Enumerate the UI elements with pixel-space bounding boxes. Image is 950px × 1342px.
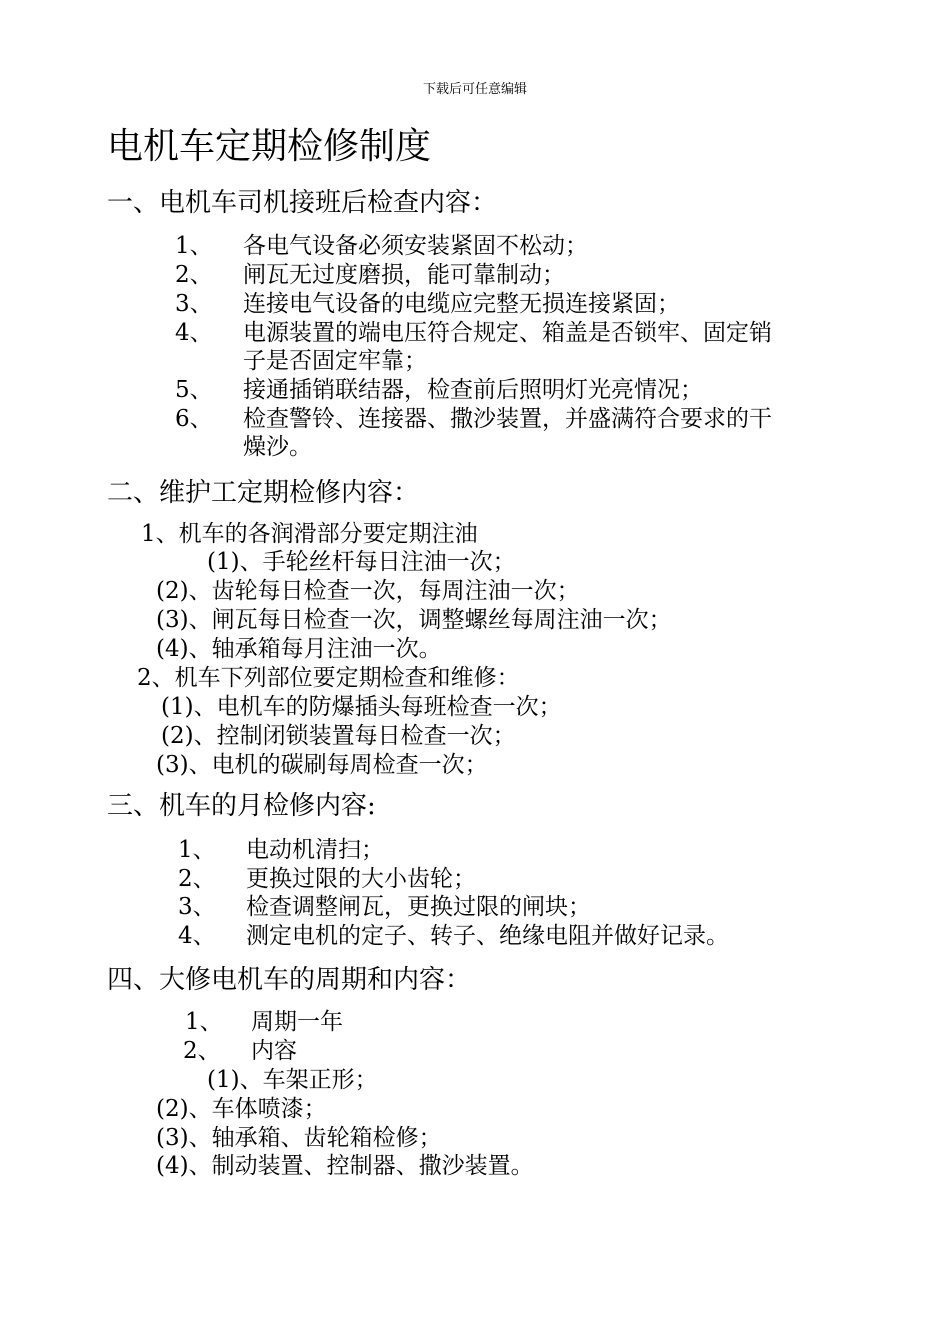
s1-item-6-text-line-2: 燥沙。 <box>243 434 312 460</box>
s4-line-2: (2)、车体喷漆； <box>156 1096 327 1122</box>
s4-item-1-text: 周期一年 <box>251 1009 343 1035</box>
s1-item-5-number: 5、 <box>175 377 213 403</box>
s4-line-3: (3)、轴承箱、齿轮箱检修； <box>156 1125 442 1151</box>
s3-item-4-text: 测定电机的定子、转子、绝缘电阻并做好记录。 <box>246 923 729 949</box>
section-4-heading: 四、大修电机车的周期和内容： <box>107 965 472 995</box>
s3-item-3-text: 检查调整闸瓦，更换过限的闸块； <box>246 894 591 920</box>
s4-item-2-number: 2、 <box>183 1038 221 1064</box>
s4-line-1: (1)、车架正形； <box>207 1067 378 1093</box>
s1-item-2-text: 闸瓦无过度磨损，能可靠制动； <box>243 262 565 288</box>
s4-item-2-text: 内容 <box>251 1038 297 1064</box>
s2-line-5: (4)、轴承箱每月注油一次。 <box>156 636 442 662</box>
s1-item-6-number: 6、 <box>175 406 213 432</box>
s2-line-7: (1)、电机车的防爆插头每班检查一次； <box>161 694 562 720</box>
s2-line-2: (1)、手轮丝杆每日注油一次； <box>207 549 516 575</box>
s3-item-3-number: 3、 <box>178 894 216 920</box>
s1-item-6-text-line-1: 检查警铃、连接器、撒沙装置，并盛满符合要求的干 <box>243 406 772 432</box>
s2-line-3: (2)、齿轮每日检查一次，每周注油一次； <box>156 578 580 604</box>
s2-line-4: (3)、闸瓦每日检查一次，调整螺丝每周注油一次； <box>156 607 672 633</box>
s1-item-1-number: 1、 <box>175 233 213 259</box>
s3-item-2-number: 2、 <box>178 866 216 892</box>
s3-item-4-number: 4、 <box>178 923 216 949</box>
s1-item-2-number: 2、 <box>175 262 213 288</box>
section-2-heading: 二、维护工定期检修内容： <box>107 478 420 508</box>
s1-item-1-text: 各电气设备必须安装紧固不松动； <box>243 233 588 259</box>
s1-item-3-text: 连接电气设备的电缆应完整无损连接紧固； <box>243 291 680 317</box>
s2-line-1: 1、机车的各润滑部分要定期注油 <box>141 521 478 547</box>
s1-item-5-text: 接通插销联结器，检查前后照明灯光亮情况； <box>243 377 703 403</box>
s1-item-4-text-line-1: 电源装置的端电压符合规定、箱盖是否锁牢、固定销 <box>243 320 772 346</box>
page-header: 下载后可任意编辑 <box>422 82 527 97</box>
s3-item-2-text: 更换过限的大小齿轮； <box>246 866 476 892</box>
s2-line-6: 2、机车下列部位要定期检查和维修： <box>137 665 520 691</box>
section-3-heading: 三、机车的月检修内容: <box>107 791 376 821</box>
s2-line-9: (3)、电机的碳刷每周检查一次； <box>156 752 488 778</box>
s1-item-3-number: 3、 <box>175 291 213 317</box>
s1-item-4-text-line-2: 子是否固定牢靠； <box>243 348 427 374</box>
s4-item-1-number: 1、 <box>185 1009 223 1035</box>
s4-line-4: (4)、制动装置、控制器、撒沙装置。 <box>156 1153 534 1179</box>
s1-item-4-number: 4、 <box>175 320 213 346</box>
document-title: 电机车定期检修制度 <box>107 126 432 167</box>
s2-line-8: (2)、控制闭锁装置每日检查一次； <box>161 723 516 749</box>
section-1-heading: 一、电机车司机接班后检查内容： <box>107 188 498 218</box>
s3-item-1-number: 1、 <box>178 837 216 863</box>
s3-item-1-text: 电动机清扫； <box>246 837 384 863</box>
